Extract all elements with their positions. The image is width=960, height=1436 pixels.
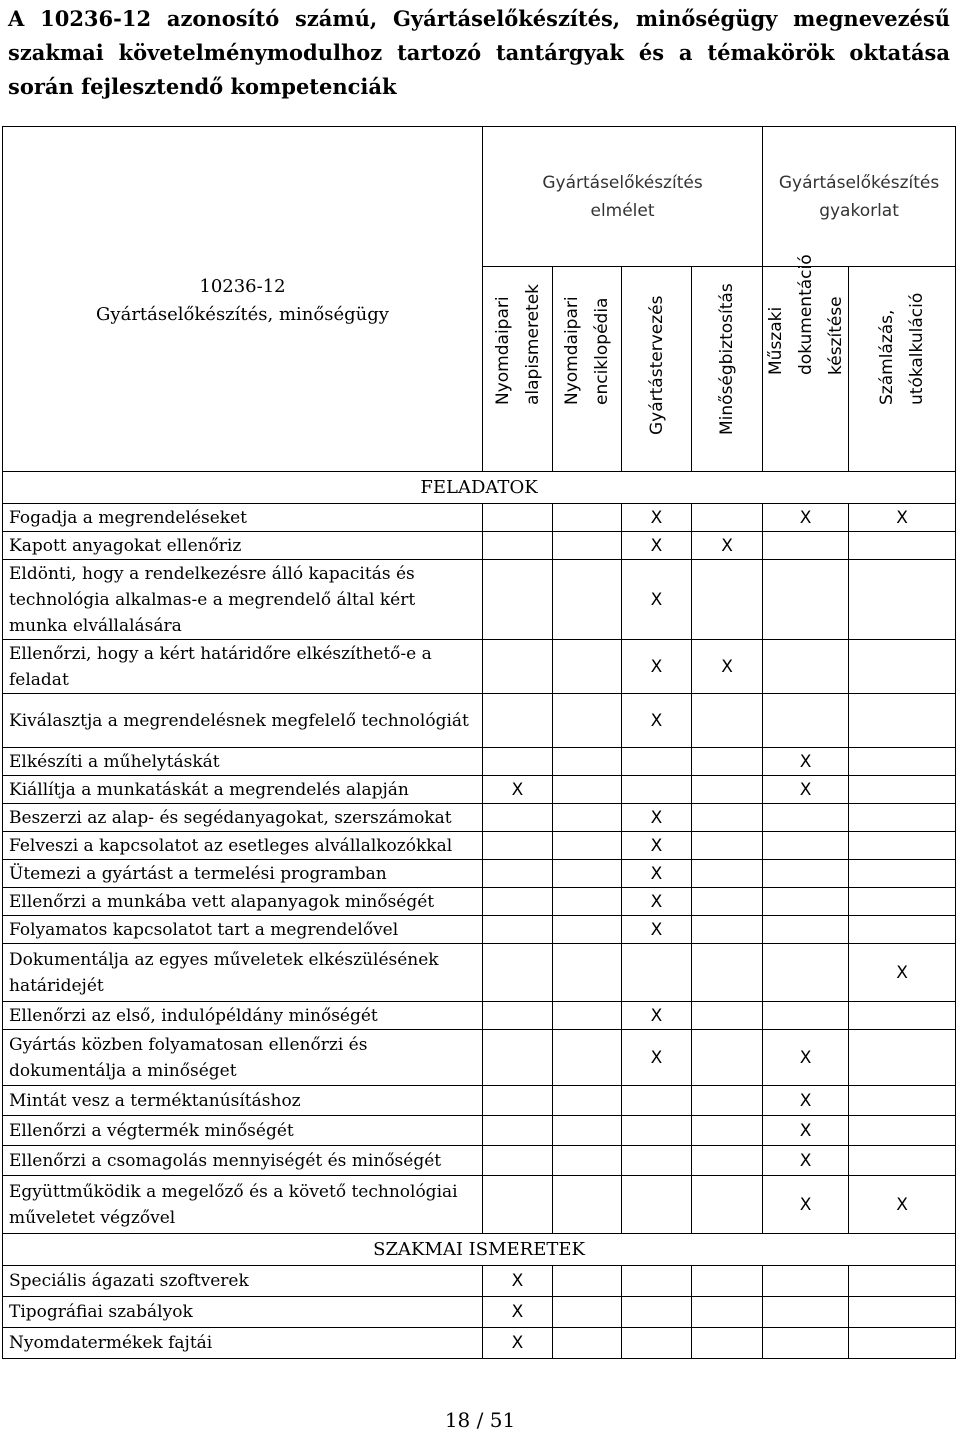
mark-cell: X	[483, 1266, 553, 1297]
column-header-label	[712, 283, 742, 435]
mark-cell	[849, 1297, 956, 1328]
mark-cell: X	[763, 504, 849, 532]
mark-cell	[622, 1146, 692, 1176]
row-label: Ellenőrzi a munkába vett alapanyagok minőségét	[3, 888, 483, 916]
mark-cell: X	[622, 1030, 692, 1086]
mark-cell	[849, 888, 956, 916]
table-row	[3, 888, 956, 916]
mark-cell	[483, 1146, 553, 1176]
mark-cell	[849, 560, 956, 640]
mark-cell	[483, 1176, 553, 1234]
mark-cell: X	[763, 748, 849, 776]
mark-cell	[553, 916, 622, 944]
mark-cell: X	[849, 1176, 956, 1234]
column-header-line: Számlázás,	[877, 309, 898, 405]
mark-cell	[553, 860, 622, 888]
mark-cell	[553, 1146, 622, 1176]
column-header-line: Műszaki	[765, 306, 786, 375]
mark-cell	[692, 1116, 763, 1146]
row-label: Folyamatos kapcsolatot tart a megrendelővel	[3, 916, 483, 944]
mark-cell	[553, 1328, 622, 1359]
mark-cell	[692, 776, 763, 804]
column-header-line: Minőségbiztosítás	[717, 283, 738, 435]
mark-cell	[763, 888, 849, 916]
mark-cell	[692, 1002, 763, 1030]
table-row	[3, 1328, 956, 1359]
row-label: Elkészíti a műhelytáskát	[3, 748, 483, 776]
mark-cell	[849, 1116, 956, 1146]
table-row	[3, 1146, 956, 1176]
column-header-cell	[553, 267, 621, 471]
mark-cell: X	[483, 1297, 553, 1328]
column-header-line: enciklopédia	[592, 297, 612, 405]
subject-group-practice-line2: gyakorlat	[819, 200, 899, 221]
table-row	[3, 1030, 956, 1086]
mark-cell	[483, 560, 553, 640]
row-label: Kapott anyagokat ellenőriz	[3, 532, 483, 560]
mark-cell	[483, 640, 553, 694]
subject-group-theory-line2: elmélet	[590, 200, 655, 221]
mark-cell	[763, 694, 849, 748]
mark-cell	[692, 748, 763, 776]
mark-cell	[553, 776, 622, 804]
row-label: Fogadja a megrendeléseket	[3, 504, 483, 532]
mark-cell	[763, 944, 849, 1002]
row-label: Tipográfiai szabályok	[3, 1297, 483, 1328]
mark-cell	[483, 944, 553, 1002]
mark-cell	[849, 1146, 956, 1176]
table-row	[3, 832, 956, 860]
mark-cell: X	[622, 804, 692, 832]
mark-cell	[849, 804, 956, 832]
mark-cell	[692, 944, 763, 1002]
subject-group-theory-line1: Gyártáselőkészítés	[542, 172, 703, 193]
mark-cell: X	[849, 944, 956, 1002]
table-row	[3, 1086, 956, 1116]
mark-cell	[553, 944, 622, 1002]
table-row	[3, 916, 956, 944]
row-label: Ellenőrzi a csomagolás mennyiségét és minőségét	[3, 1146, 483, 1176]
mark-cell	[483, 804, 553, 832]
mark-cell	[849, 1002, 956, 1030]
row-label: Gyártás közben folyamatosan ellenőrzi és dokumentálja a minőséget	[3, 1030, 483, 1086]
column-header-line: Nyomdaipari	[562, 296, 582, 405]
mark-cell	[622, 1297, 692, 1328]
mark-cell	[553, 1266, 622, 1297]
mark-cell	[692, 694, 763, 748]
column-header-cell	[763, 254, 848, 471]
table-row	[3, 504, 956, 532]
mark-cell	[692, 916, 763, 944]
subject-group-row	[3, 127, 956, 267]
column-header-line: alapismeretek	[522, 284, 543, 405]
mark-cell	[849, 640, 956, 694]
mark-cell: X	[483, 776, 553, 804]
mark-cell	[553, 1002, 622, 1030]
mark-cell	[692, 888, 763, 916]
table-row	[3, 860, 956, 888]
column-header-line: Nyomdaipari	[492, 296, 513, 405]
column-header-label	[488, 284, 548, 405]
mark-cell	[553, 888, 622, 916]
mark-cell	[553, 1297, 622, 1328]
mark-cell	[849, 1030, 956, 1086]
column-header-label	[872, 293, 932, 405]
mark-cell: X	[763, 1086, 849, 1116]
row-label: Együttműködik a megelőző és a követő technológiai műveletet végzővel	[3, 1176, 483, 1234]
mark-cell	[692, 832, 763, 860]
column-header-line: utókalkuláció	[907, 292, 928, 405]
mark-cell	[622, 776, 692, 804]
table-row	[3, 776, 956, 804]
column-header-line: készítése	[825, 296, 846, 375]
mark-cell	[692, 1030, 763, 1086]
mark-cell	[483, 748, 553, 776]
table-row	[3, 532, 956, 560]
mark-cell	[483, 888, 553, 916]
mark-cell	[763, 860, 849, 888]
mark-cell: X	[622, 504, 692, 532]
mark-cell	[849, 832, 956, 860]
mark-cell	[483, 860, 553, 888]
column-header-cell	[692, 267, 762, 471]
mark-cell	[849, 1328, 956, 1359]
column-header-line: dokumentáció	[795, 254, 816, 375]
row-label: Eldönti, hogy a rendelkezésre álló kapacitás és technológia alkalmas-e a megrendelő által kért munka elvállalására	[3, 560, 483, 640]
mark-cell	[763, 832, 849, 860]
mark-cell: X	[483, 1328, 553, 1359]
table-row	[3, 1176, 956, 1234]
mark-cell	[763, 1297, 849, 1328]
mark-cell: X	[622, 860, 692, 888]
mark-cell: X	[692, 640, 763, 694]
mark-cell	[692, 1176, 763, 1234]
table-row	[3, 748, 956, 776]
mark-cell	[692, 1146, 763, 1176]
mark-cell	[763, 916, 849, 944]
row-label: Beszerzi az alap- és segédanyagokat, szerszámokat	[3, 804, 483, 832]
table-row	[3, 640, 956, 694]
document-title: A 10236-12 azonosító számú, Gyártáselőkészítés, minőségügy megnevezésű szakmai követelménymodulhoz tartozó tantárgyak és a témakörök oktatása során fejlesztendő kompetenciák	[8, 6, 950, 99]
competency-matrix	[2, 126, 956, 1359]
column-header-row	[3, 267, 956, 472]
row-label: Ütemezi a gyártást a termelési programban	[3, 860, 483, 888]
mark-cell	[622, 1266, 692, 1297]
mark-cell: X	[622, 888, 692, 916]
mark-cell	[483, 1086, 553, 1116]
row-label: Dokumentálja az egyes műveletek elkészülésének határidejét	[3, 944, 483, 1002]
mark-cell	[483, 504, 553, 532]
row-label: Ellenőrzi az első, indulópéldány minőségét	[3, 1002, 483, 1030]
mark-cell: X	[849, 504, 956, 532]
column-header-cell	[483, 267, 552, 471]
column-header-label	[642, 296, 672, 435]
mark-cell	[553, 1030, 622, 1086]
section-heading-knowledge: SZAKMAI ISMERETEK	[3, 1234, 956, 1266]
mark-cell: X	[622, 916, 692, 944]
subject-group-practice	[763, 127, 956, 267]
table-row	[3, 1266, 956, 1297]
mark-cell	[483, 532, 553, 560]
mark-cell: X	[622, 1002, 692, 1030]
module-cell	[3, 267, 483, 472]
mark-cell	[483, 1030, 553, 1086]
row-label: Ellenőrzi, hogy a kért határidőre elkészíthető-e a feladat	[3, 640, 483, 694]
mark-cell	[483, 916, 553, 944]
page-number: 18 / 51	[444, 1408, 516, 1432]
mark-cell	[553, 748, 622, 776]
mark-cell: X	[622, 832, 692, 860]
table-row	[3, 560, 956, 640]
mark-cell	[553, 1176, 622, 1234]
mark-cell	[553, 1116, 622, 1146]
mark-cell	[483, 694, 553, 748]
mark-cell	[849, 916, 956, 944]
section-row-tasks	[3, 472, 956, 504]
mark-cell	[553, 504, 622, 532]
column-header-1	[483, 267, 553, 472]
table-row	[3, 1297, 956, 1328]
mark-cell: X	[763, 1030, 849, 1086]
mark-cell	[553, 804, 622, 832]
mark-cell	[622, 944, 692, 1002]
row-label: Mintát vesz a terméktanúsításhoz	[3, 1086, 483, 1116]
mark-cell: X	[622, 694, 692, 748]
mark-cell	[849, 694, 956, 748]
table-row	[3, 944, 956, 1002]
mark-cell	[692, 1266, 763, 1297]
mark-cell	[692, 560, 763, 640]
column-header-label	[557, 296, 617, 405]
column-header-4	[692, 267, 763, 472]
column-header-line: Gyártástervezés	[646, 295, 667, 435]
mark-cell	[849, 532, 956, 560]
mark-cell	[483, 1116, 553, 1146]
mark-cell	[763, 804, 849, 832]
section-row-knowledge	[3, 1234, 956, 1266]
mark-cell	[763, 532, 849, 560]
mark-cell	[849, 748, 956, 776]
mark-cell	[763, 1002, 849, 1030]
mark-cell: X	[692, 532, 763, 560]
mark-cell: X	[763, 1116, 849, 1146]
mark-cell	[763, 1328, 849, 1359]
mark-cell	[849, 776, 956, 804]
mark-cell: X	[763, 1176, 849, 1234]
mark-cell	[483, 832, 553, 860]
mark-cell	[553, 640, 622, 694]
subject-group-practice-line1: Gyártáselőkészítés	[778, 172, 940, 193]
mark-cell	[849, 1266, 956, 1297]
mark-cell	[763, 1266, 849, 1297]
column-header-6	[849, 267, 956, 472]
column-header-2	[553, 267, 622, 472]
mark-cell	[692, 1086, 763, 1116]
mark-cell	[553, 694, 622, 748]
module-code: 10236-12	[199, 275, 286, 297]
mark-cell	[553, 532, 622, 560]
mark-cell	[692, 804, 763, 832]
row-label: Nyomdatermékek fajtái	[3, 1328, 483, 1359]
mark-cell: X	[763, 776, 849, 804]
mark-cell	[553, 1086, 622, 1116]
mark-cell: X	[622, 640, 692, 694]
mark-cell	[622, 1116, 692, 1146]
mark-cell	[692, 860, 763, 888]
table-row	[3, 1002, 956, 1030]
mark-cell: X	[622, 560, 692, 640]
mark-cell: X	[622, 532, 692, 560]
column-header-label	[761, 254, 851, 375]
mark-cell	[622, 1328, 692, 1359]
corner-cell	[3, 127, 483, 267]
mark-cell	[483, 1002, 553, 1030]
mark-cell	[692, 504, 763, 532]
row-label: Felveszi a kapcsolatot az esetleges alvállalkozókkal	[3, 832, 483, 860]
mark-cell	[553, 832, 622, 860]
row-label: Ellenőrzi a végtermék minőségét	[3, 1116, 483, 1146]
table-row	[3, 1116, 956, 1146]
table-row	[3, 804, 956, 832]
mark-cell: X	[763, 1146, 849, 1176]
mark-cell	[849, 1086, 956, 1116]
row-label: Kiállítja a munkatáskát a megrendelés alapján	[3, 776, 483, 804]
subject-group-theory	[483, 127, 763, 267]
column-header-3	[622, 267, 692, 472]
module-name: Gyártáselőkészítés, minőségügy	[96, 303, 389, 325]
mark-cell	[622, 748, 692, 776]
column-header-cell	[622, 267, 691, 471]
row-label: Speciális ágazati szoftverek	[3, 1266, 483, 1297]
mark-cell	[763, 640, 849, 694]
mark-cell	[692, 1328, 763, 1359]
mark-cell	[849, 860, 956, 888]
row-label: Kiválasztja a megrendelésnek megfelelő technológiát	[3, 694, 483, 748]
mark-cell	[622, 1176, 692, 1234]
table-row	[3, 694, 956, 748]
mark-cell	[692, 1297, 763, 1328]
mark-cell	[553, 560, 622, 640]
mark-cell	[622, 1086, 692, 1116]
column-header-cell	[849, 267, 955, 471]
column-header-5	[763, 254, 849, 472]
mark-cell	[763, 560, 849, 640]
section-heading-tasks: FELADATOK	[3, 472, 956, 504]
